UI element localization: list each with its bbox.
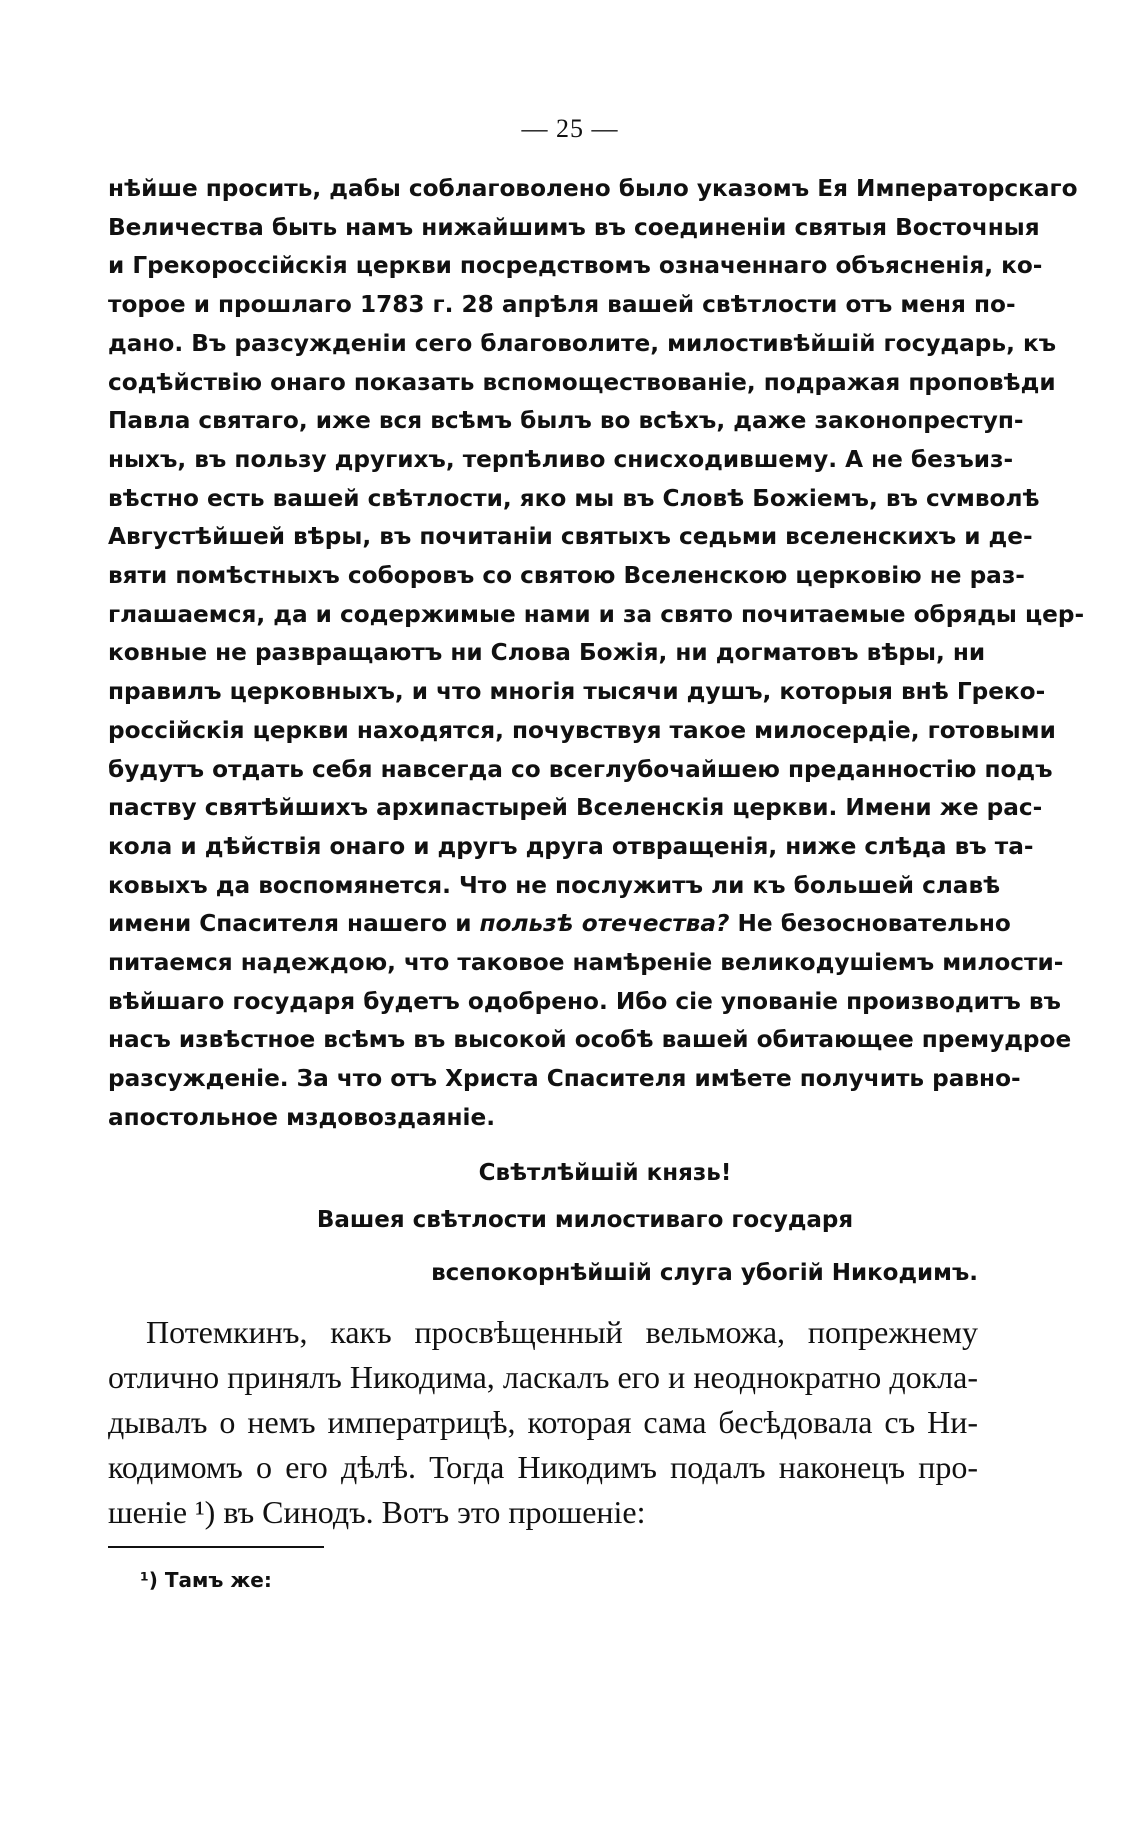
letter-line: глашаемся, да и содержимые нами и за свято почитаемые обряды цер- (108, 600, 1085, 628)
footnote-divider (108, 1546, 324, 1548)
letter-line: ковные не развращаютъ ни Слова Божія, ни догматовъ вѣры, ни (108, 639, 986, 667)
letter-line-with-italic (108, 905, 1011, 944)
letter-line: россійскія церкви находятся, почувствуя такое милосердіе, готовыми (108, 716, 1056, 744)
page-number: — 25 — (521, 114, 619, 143)
narrative-line-with-footnote (108, 1490, 978, 1535)
letter-line: питаемся надеждою, что таковое намѣреніе великодушіемъ милости- (108, 949, 1064, 977)
letter-line: паству святѣйшихъ архипастырей Вселенскія церкви. Имени же рас- (108, 794, 1043, 822)
letter-line: вѣстно есть вашей свѣтлости, яко мы въ Словѣ Божіемъ, въ сѵмволѣ (108, 484, 1040, 512)
letter-line: и Грекороссійскія церкви посредствомъ означеннаго объясненія, ко- (108, 252, 1043, 280)
narrative-line: кодимомъ о его дѣлѣ. Тогда Никодимъ подалъ наконецъ про- (108, 1449, 978, 1485)
narrative-line: дывалъ о немъ императрицѣ, которая сама бесѣдовала съ Ни- (108, 1404, 978, 1440)
letter-line: разсужденіе. За что отъ Христа Спасителя имѣете получить равно- (108, 1065, 1021, 1093)
letter-line: Августѣйшей вѣры, въ почитаніи святыхъ седьми вселенскихъ и де- (108, 523, 1033, 551)
letter-body (108, 170, 1085, 1138)
letter-line: кола и дѣйствія онаго и другъ друга отвращенія, ниже слѣда въ та- (108, 832, 1034, 860)
letter-line: вѣйшаго государя будетъ одобрено. Ибо сіе упованіе производитъ въ (108, 987, 1061, 1015)
letter-line: апостольное мздовоздаяніе. (108, 1103, 496, 1131)
letter-line: насъ извѣстное всѣмъ въ высокой особѣ вашей обитающее премудрое (108, 1026, 1072, 1054)
letter-text: имени Спасителя нашего и (108, 910, 480, 938)
letter-line: торое и прошлаго 1783 г. 28 апрѣля вашей свѣтлости отъ меня по- (108, 291, 1016, 319)
narrative-text: въ Синодъ. Вотъ это прошеніе: (215, 1494, 646, 1530)
letter-line: содѣйствію онаго показать вспомоществованіе, подражая проповѣди (108, 368, 1056, 396)
footnote-reference: ¹) (195, 1494, 216, 1530)
letter-line: ныхъ, въ пользу другихъ, терпѣливо снисходившему. А не безъиз- (108, 445, 1014, 473)
narrative-text: шеніе (108, 1494, 196, 1530)
letter-line: правилъ церковныхъ, и что многія тысячи душъ, которыя внѣ Греко- (108, 678, 1046, 706)
narrative-line: отлично принялъ Никодима, ласкалъ его и неоднократно докла- (108, 1359, 978, 1395)
letter-line: вяти помѣстныхъ соборовъ со святою Вселенскою церковію не раз- (108, 562, 1025, 590)
italic-phrase: пользѣ отечества? (479, 910, 730, 938)
closing-salutation: Свѣтлѣйшій князь! (478, 1160, 732, 1186)
footnote-text: Тамъ же: (164, 1568, 272, 1592)
letter-line: ковыхъ да воспомянется. Что не послужитъ ли къ большей славѣ (108, 871, 1001, 899)
footnote (140, 1568, 272, 1592)
letter-line: Павла святаго, иже вся всѣмъ былъ во всѣхъ, даже законопреступ- (108, 407, 1024, 435)
narrative-line: Потемкинъ, какъ просвѣщенный вельможа, попрежнему (146, 1314, 978, 1350)
letter-line: Величества быть намъ нижайшимъ въ соединеніи святыя Восточныя (108, 213, 1040, 241)
letter-line: нѣйше просить, дабы соблаговолено было указомъ Ея Императорскаго (108, 175, 1078, 202)
closing-address: Вашея свѣтлости милостиваго государя (316, 1207, 854, 1233)
closing-signature: всепокорнѣйшій слуга убогій Никодимъ. (431, 1260, 978, 1286)
letter-line: дано. Въ разсужденіи сего благоволите, милостивѣйшій государь, къ (108, 329, 1057, 357)
letter-text: Не безосновательно (729, 910, 1011, 938)
narrative-paragraph (108, 1310, 978, 1535)
letter-line: будутъ отдать себя навсегда со всеглубочайшею преданностію подъ (108, 755, 1053, 783)
footnote-marker: ¹) (140, 1568, 158, 1592)
